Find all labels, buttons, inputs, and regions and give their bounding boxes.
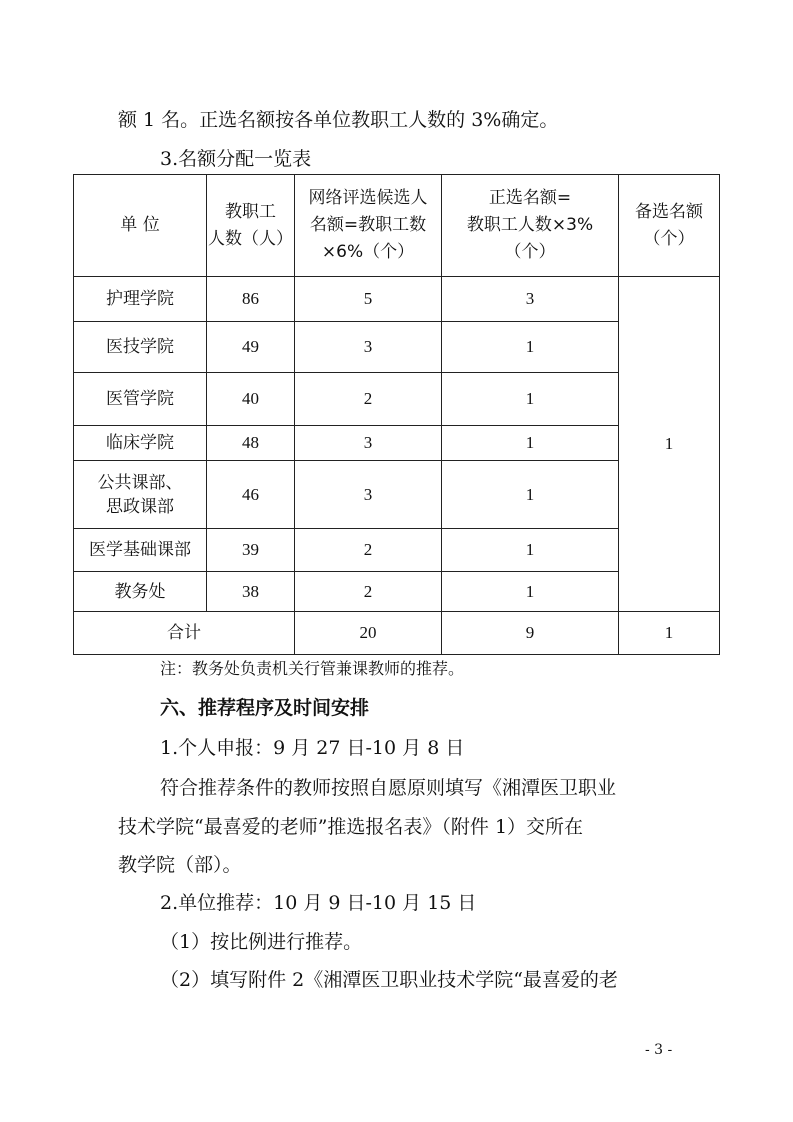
cell-formal: 3 bbox=[442, 277, 619, 322]
cell-unit: 医学基础课部 bbox=[74, 529, 207, 572]
cell-formal: 1 bbox=[442, 426, 619, 461]
cell-unit: 教务处 bbox=[74, 572, 207, 612]
cell-total-formal: 9 bbox=[442, 612, 619, 655]
cell-staff: 40 bbox=[207, 373, 295, 426]
cell-formal: 1 bbox=[442, 572, 619, 612]
quota-allocation-table bbox=[73, 174, 720, 655]
cell-online: 2 bbox=[295, 572, 442, 612]
cell-formal: 1 bbox=[442, 322, 619, 373]
cell-alternate-merged: 1 bbox=[619, 277, 720, 612]
cell-formal: 1 bbox=[442, 373, 619, 426]
header-online-quota: 网络评选候选人 名额=教职工数 ×6%（个） bbox=[295, 175, 442, 277]
cell-staff: 38 bbox=[207, 572, 295, 612]
cell-total-online: 20 bbox=[295, 612, 442, 655]
cell-unit: 护理学院 bbox=[74, 277, 207, 322]
table-note: 注：教务处负责机关行管兼课教师的推荐。 bbox=[160, 659, 465, 678]
paragraph-line: 教学院（部）。 bbox=[118, 854, 242, 876]
cell-total-alternate: 1 bbox=[619, 612, 720, 655]
paragraph-item-1: （1）按比例进行推荐。 bbox=[160, 931, 363, 953]
cell-formal: 1 bbox=[442, 529, 619, 572]
cell-online: 3 bbox=[295, 461, 442, 529]
cell-online: 3 bbox=[295, 322, 442, 373]
cell-online: 2 bbox=[295, 373, 442, 426]
paragraph-unit-recommendation: 2.单位推荐：10 月 9 日-10 月 15 日 bbox=[160, 892, 477, 914]
paragraph-line: 技术学院“最喜爱的老师”推选报名表》（附件 1）交所在 bbox=[118, 816, 584, 838]
cell-online: 5 bbox=[295, 277, 442, 322]
section-heading-six: 六、推荐程序及时间安排 bbox=[160, 697, 370, 719]
header-alternate-quota: 备选名额 （个） bbox=[619, 175, 720, 277]
cell-staff: 49 bbox=[207, 322, 295, 373]
cell-online: 2 bbox=[295, 529, 442, 572]
cell-total-label: 合计 bbox=[74, 612, 295, 655]
cell-formal: 1 bbox=[442, 461, 619, 529]
header-formal-quota: 正选名额= 教职工人数×3% （个） bbox=[442, 175, 619, 277]
header-staff-count: 教职工 人数（人） bbox=[207, 175, 295, 277]
cell-unit: 医技学院 bbox=[74, 322, 207, 373]
cell-unit: 医管学院 bbox=[74, 373, 207, 426]
paragraph-line: 符合推荐条件的教师按照自愿原则填写《湘潭医卫职业 bbox=[160, 777, 617, 799]
cell-staff: 86 bbox=[207, 277, 295, 322]
cell-unit: 公共课部、 思政课部 bbox=[74, 461, 207, 529]
cell-staff: 39 bbox=[207, 529, 295, 572]
intro-line: 额 1 名。正选名额按各单位教职工人数的 3%确定。 bbox=[118, 109, 559, 131]
section-title: 3.名额分配一览表 bbox=[160, 148, 312, 170]
table-header-row bbox=[74, 175, 720, 277]
header-unit: 单 位 bbox=[74, 175, 207, 277]
page-number: - 3 - bbox=[645, 1042, 673, 1058]
table-row bbox=[74, 277, 720, 322]
cell-staff: 48 bbox=[207, 426, 295, 461]
cell-unit: 临床学院 bbox=[74, 426, 207, 461]
cell-staff: 46 bbox=[207, 461, 295, 529]
table-total-row bbox=[74, 612, 720, 655]
cell-online: 3 bbox=[295, 426, 442, 461]
paragraph-item-2: （2）填写附件 2《湘潭医卫职业技术学院“最喜爱的老 bbox=[160, 969, 618, 991]
paragraph-personal-application: 1.个人申报：9 月 27 日-10 月 8 日 bbox=[160, 737, 465, 759]
